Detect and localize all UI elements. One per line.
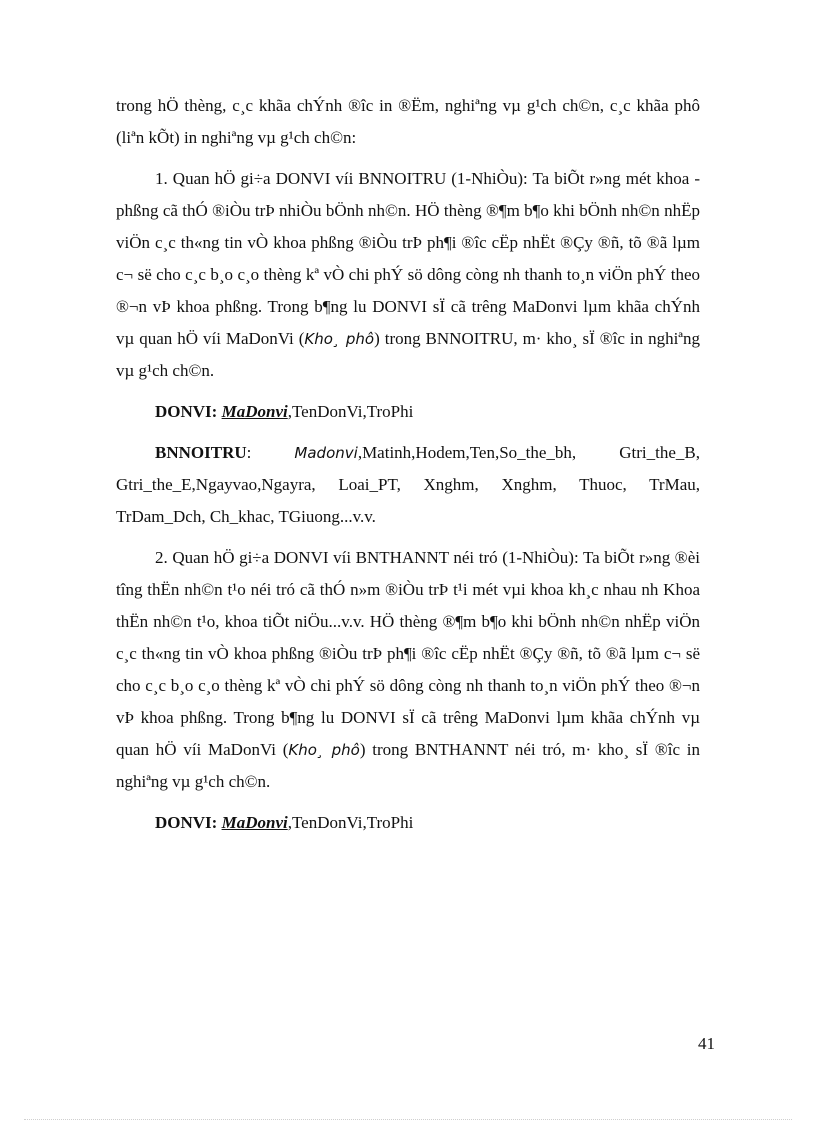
schema-fields: ,TenDonVi,TroPhi (287, 402, 414, 421)
schema-donvi-1 (116, 396, 700, 428)
schema-fields: ,Matinh,Hodem,Ten,So_the_bh, Gtri_the_B, Gtri_the_E,Ngayvao,Ngayra, Loai_PT, Xnghm, Xnghm, Thuoc, TrMau, TrDam_Dch, Ch_khac, TGiuong...v.v. (116, 443, 700, 526)
schema-colon: : (211, 813, 222, 832)
relationship-1-italic-note: Kho¸ phô (304, 330, 375, 348)
relationship-2-text-a: 2. Quan hÖ gi÷a DONVI víi BNTHANNT néi tró (1-NhiÒu): Ta biÕt r»ng ®èi tîng thËn nh©n t¹o néi tró cã thÓ n»m ®iÒu trÞ t¹i mét vµi khoa kh¸c nhau nh Khoa thËn nh©n t¹o, khoa tiÕt niÖu...v.v. HÖ thèng ®¶m b¶o khi bÖnh nh©n nhËp viÖn c¸c th«ng tin vÒ khoa phßng ®iÒu trÞ ph¶i ®îc cËp nhËt ®Çy ®ñ, tõ ®ã lµm c¬ së cho c¸c b¸o c¸o thèng kª vÒ chi phÝ sö dông còng nh thanh to¸n viÖn phÝ theo ®¬n vÞ khoa phßng. Trong b¶ng lu DONVI sÏ cã trêng MaDonvi lµm khãa chÝnh vµ quan hÖ víi MaDonVi ( (116, 548, 700, 759)
page-number: 41 (698, 1034, 715, 1053)
relationship-2-text-b: ) trong BNTHANNT néi tró, m· kho¸ sÏ ®îc in nghiªng vµ g¹ch ch©n. (116, 740, 700, 791)
schema-table-name: DONVI (155, 402, 212, 421)
relationship-1-text-b: ) trong BNNOITRU, m· kho¸ sÏ ®îc in nghiªng vµ g¹ch ch©n. (116, 329, 700, 380)
relationship-2-paragraph (116, 542, 700, 798)
relationship-1-text-a: 1. Quan hÖ gi÷a DONVI víi BNNOITRU (1-NhiÒu): Ta biÕt r»ng mét khoa - phßng cã thÓ ®iÒu trÞ nhiÒu bÖnh nh©n. HÖ thèng ®¶m b¶o khi bÖnh nh©n nhËp viÖn c¸c th«ng tin vÒ khoa phßng ®iÒu trÞ ph¶i ®îc cËp nhËt ®Çy ®ñ, tõ ®ã lµm c¬ së cho c¸c b¸o c¸o thèng kª vÒ chi phÝ sö dông còng nh thanh to¸n viÖn phÝ theo ®¬n vÞ khoa phßng. Trong b¶ng lu DONVI sÏ cã trêng MaDonvi lµm khãa chÝnh vµ quan hÖ víi MaDonVi ( (116, 169, 700, 348)
relationship-2-italic-note: Kho¸ phô (288, 741, 360, 759)
schema-table-name: BNNOITRU (155, 443, 247, 462)
page-content (116, 90, 700, 839)
page-bottom-divider (24, 1119, 792, 1120)
schema-colon: : (211, 402, 222, 421)
primary-key-field: MaDonvi (221, 813, 288, 832)
relationship-1-paragraph (116, 163, 700, 387)
foreign-key-field: Madonvi (294, 444, 358, 462)
intro-paragraph: trong hÖ thèng, c¸c khãa chÝnh ®îc in ®Ëm, nghiªng vµ g¹ch ch©n, c¸c khãa phô (liªn kÕt) in nghiªng vµ g¹ch ch©n: (116, 96, 700, 147)
primary-key-field: MaDonvi (221, 402, 288, 421)
schema-bnnoitru (116, 437, 700, 533)
schema-colon: : (246, 443, 295, 462)
schema-fields: ,TenDonVi,TroPhi (287, 813, 414, 832)
schema-table-name: DONVI (155, 813, 212, 832)
schema-donvi-2 (116, 807, 700, 839)
